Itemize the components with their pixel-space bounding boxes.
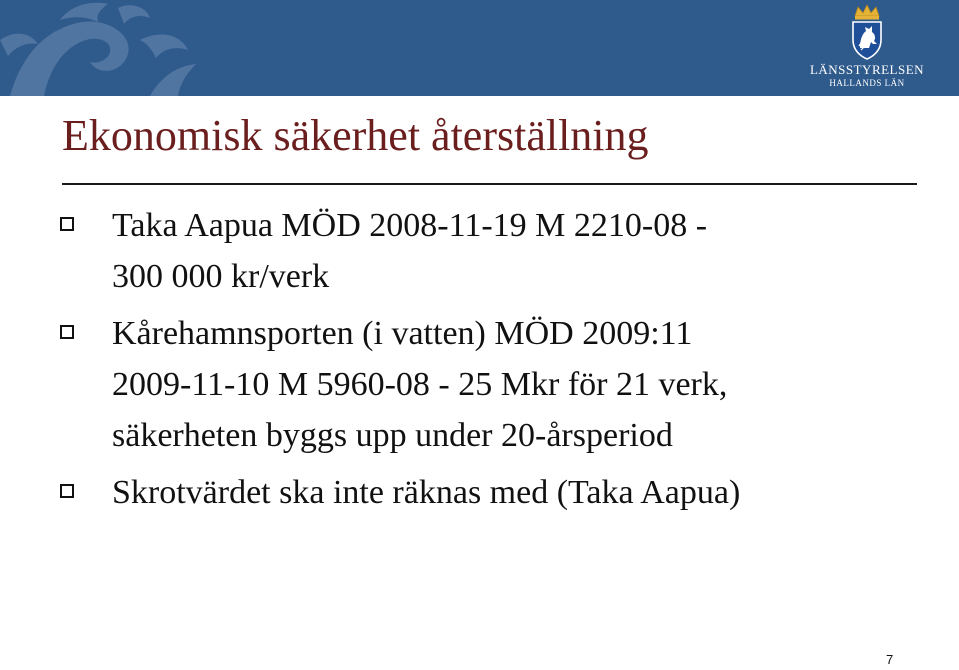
org-logo [797,4,937,92]
bullet-text-line: 2009-11-10 M 5960-08 - 25 Mkr för 21 verk, [112,366,728,403]
bullet-text-line: Skrotvärdet ska inte räknas med (Taka Aapua) [112,474,741,511]
square-bullet-icon [60,217,74,231]
bullet-text-line: 300 000 kr/verk [112,258,330,295]
page-number: 7 [886,652,894,667]
slide-title: Ekonomisk säkerhet återställning [62,111,649,160]
bullet-text-line: Taka Aapua MÖD 2008-11-19 M 2210-08 - [112,207,708,244]
bullet-item [60,467,940,518]
org-name: LÄNSSTYRELSEN [809,62,925,77]
bullet-item [60,200,940,302]
square-bullet-icon [60,325,74,339]
square-bullet-icon [60,484,74,498]
bullet-text-line: säkerheten byggs upp under 20-årsperiod [112,417,673,454]
title-divider [62,183,917,185]
lion-watermark-icon [0,0,260,96]
org-subtitle: HALLANDS LÄN [829,78,905,88]
header-banner [0,0,959,96]
bullet-list [60,200,940,524]
bullet-item [60,308,940,461]
lion-crest-icon [848,4,886,60]
bullet-text-line: Kårehamnsporten (i vatten) MÖD 2009:11 [112,315,693,352]
